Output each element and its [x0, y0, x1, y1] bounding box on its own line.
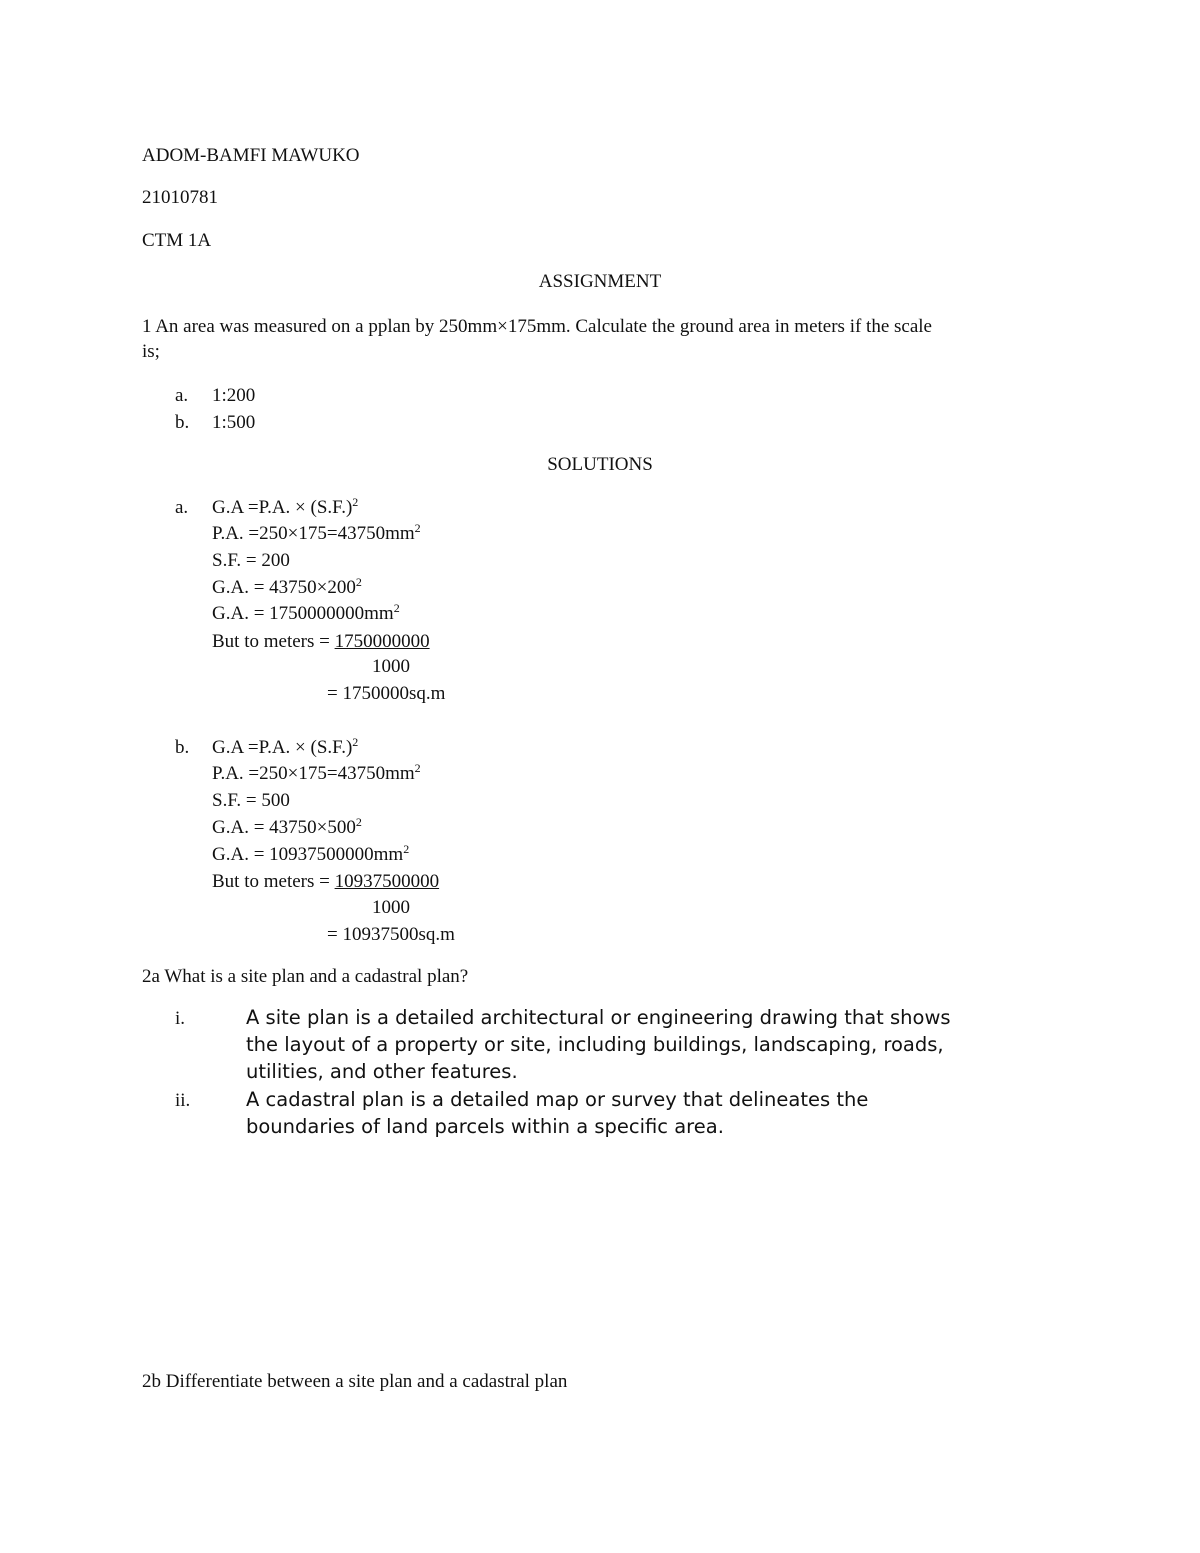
- question-1-line-2: is;: [142, 341, 160, 362]
- solution-a-numerator: 1750000000: [334, 631, 430, 652]
- answer-i-line-3: utilities, and other features.: [246, 1060, 518, 1083]
- option-a-marker: a.: [175, 385, 189, 406]
- solution-b-numerator: 10937500000: [334, 871, 440, 892]
- solution-a-denominator: 1000: [372, 656, 410, 677]
- solution-a-scale-factor: S.F. = 200: [212, 550, 290, 571]
- solution-b-scale-factor: S.F. = 500: [212, 790, 290, 811]
- question-1-line-1: 1 An area was measured on a pplan by 250mm×175mm. Calculate the ground area in meters if the scale: [142, 316, 932, 337]
- solution-b-marker: b.: [175, 737, 190, 758]
- answer-i-line-1: A site plan is a detailed architectural or engineering drawing that shows: [246, 1006, 951, 1029]
- solution-a-to-meters: But to meters = 1750000000: [212, 631, 430, 652]
- solution-a-ground-area-1: G.A. = $43750\times 200^2$: [212, 575, 362, 598]
- question-2a-prompt: 2a What is a site plan and a cadastral plan?: [142, 966, 469, 987]
- solution-b-plan-area: P.A. $=250\times 175=43750mm^2$: [212, 761, 421, 784]
- student-name: ADOM-BAMFI MAWUKO: [142, 145, 360, 166]
- assignment-title: ASSIGNMENT: [538, 271, 662, 292]
- solution-a-ground-area-2: G.A. = $1750000000mm^2$: [212, 601, 400, 624]
- solution-b-formula: G.A =P.A. × $(S.F.)^2$: [212, 735, 359, 758]
- solution-b-denominator: 1000: [372, 897, 410, 918]
- solution-b-ground-area-1: G.A. = $43750\times 500^2$: [212, 815, 362, 838]
- solution-a-result: = 1750000sq.m: [327, 683, 446, 704]
- solution-b-result: = 10937500sq.m: [327, 924, 455, 945]
- student-id: 21010781: [142, 187, 218, 208]
- solution-b-ground-area-2: G.A. = $10937500000mm^2$: [212, 842, 410, 865]
- answer-ii-line-1: A cadastral plan is a detailed map or survey that delineates the: [246, 1088, 869, 1111]
- answer-i-marker: i.: [175, 1008, 186, 1029]
- answer-ii-line-2: boundaries of land parcels within a specific area.: [246, 1115, 724, 1138]
- option-b-marker: b.: [175, 412, 190, 433]
- solution-a-formula: G.A =P.A. × $(S.F.)^2$: [212, 495, 359, 518]
- solutions-heading: SOLUTIONS: [547, 454, 653, 475]
- solution-a-marker: a.: [175, 497, 189, 518]
- option-b-text: 1:500: [212, 412, 256, 433]
- solution-b-to-meters: But to meters = 10937500000: [212, 871, 440, 892]
- answer-ii-marker: ii.: [175, 1090, 191, 1111]
- solution-a-plan-area: P.A. $=250\times 175=43750mm^2$: [212, 521, 421, 544]
- question-2b-prompt: 2b Differentiate between a site plan and a cadastral plan: [142, 1371, 568, 1392]
- option-a-text: 1:200: [212, 385, 256, 406]
- class-code: CTM 1A: [142, 230, 212, 251]
- answer-i-line-2: the layout of a property or site, including buildings, landscaping, roads,: [246, 1033, 944, 1056]
